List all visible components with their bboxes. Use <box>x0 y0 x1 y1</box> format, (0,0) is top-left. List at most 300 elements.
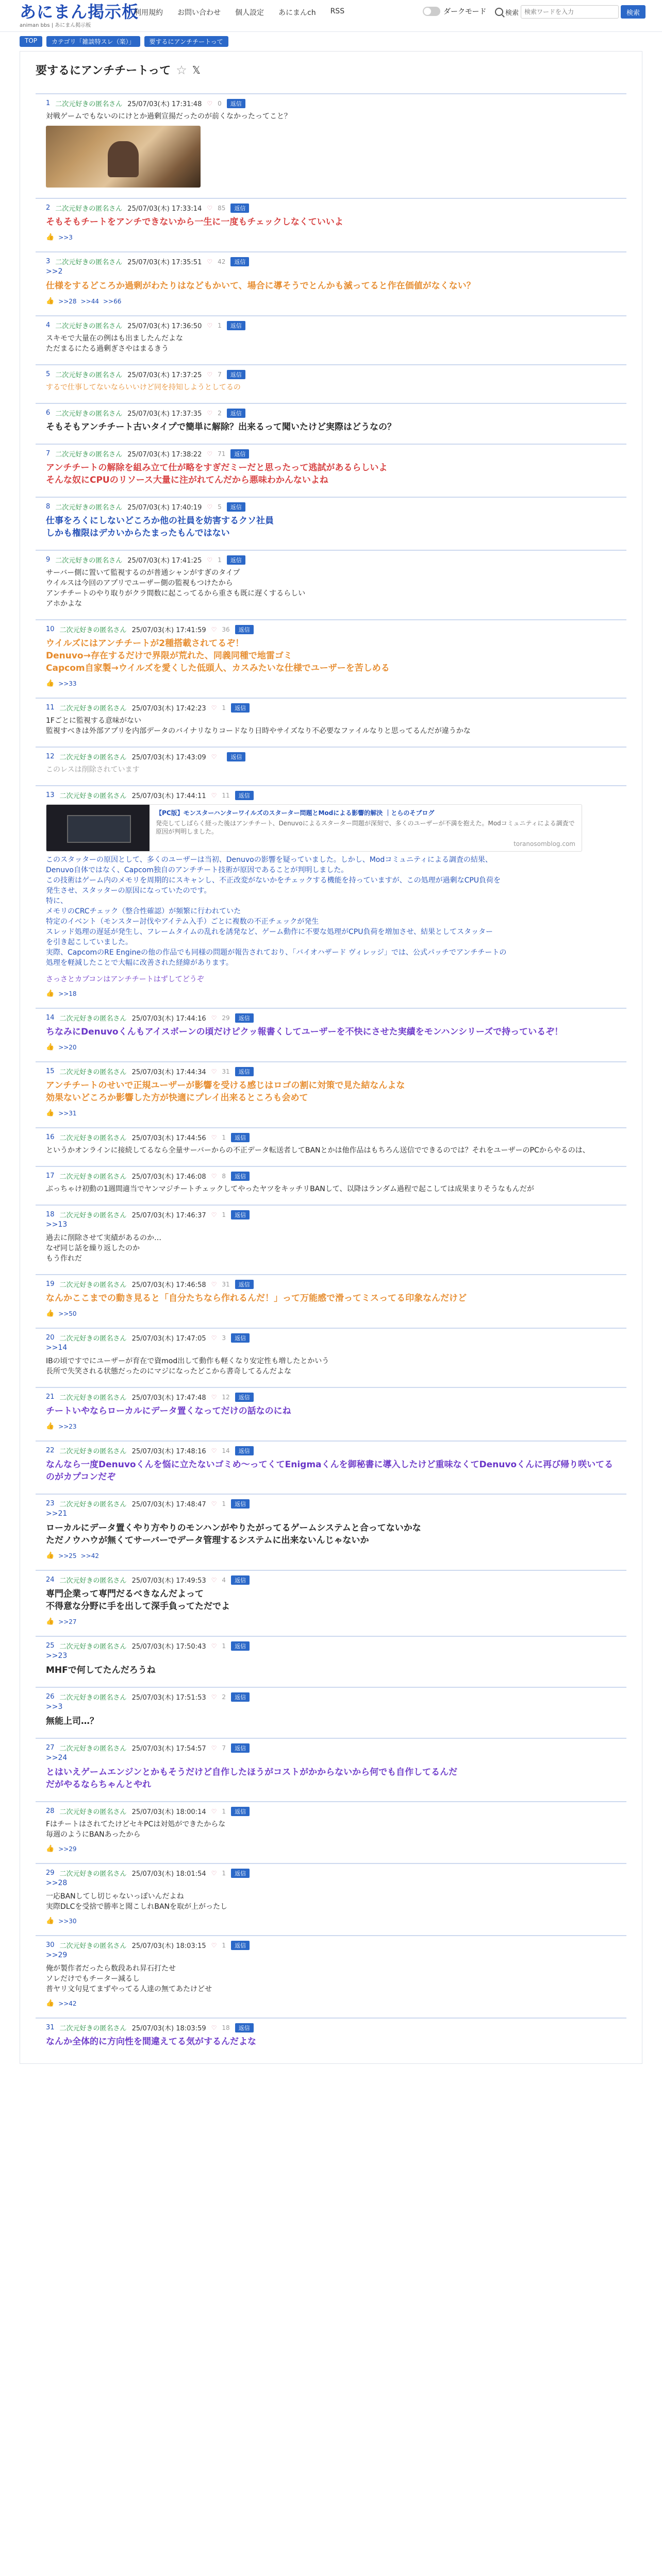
reply-anchor-link[interactable]: >>2 <box>46 267 63 276</box>
post-body: チートいやならローカルにデータ置くなってだけの話なのにね <box>46 1406 291 1416</box>
post-number[interactable]: 28 <box>46 1807 55 1815</box>
post-body: 無能上司…？ <box>46 1716 98 1726</box>
heart-icon[interactable]: ♡ <box>207 450 213 457</box>
reply-reference-link[interactable]: >>18 <box>58 990 77 997</box>
post-date: 25/07/03(木) 17:31:48 <box>127 100 202 108</box>
reply-button[interactable]: 返信 <box>230 204 249 213</box>
heart-icon[interactable]: ♡ <box>207 503 213 511</box>
heart-icon[interactable]: ♡ <box>211 1014 217 1022</box>
reply-button[interactable]: 返信 <box>235 1067 254 1076</box>
post-item <box>36 2018 626 2058</box>
post-number[interactable]: 4 <box>46 321 51 329</box>
breadcrumb-category[interactable]: カテゴリ「雑談特スレ（楽）」 <box>46 36 140 47</box>
thread-title: 要するにアンチチートって <box>36 64 171 77</box>
post-body: そもそもアンチチート古いタイプで簡単に解除？出来るって聞いたけど実際はどうなの？ <box>46 422 396 432</box>
poster-name: 二次元好きの匿名さん <box>55 451 123 459</box>
thread-container <box>20 51 642 2064</box>
heart-icon[interactable]: ♡ <box>211 625 217 633</box>
share-x-icon[interactable]: 𝕏 <box>192 63 201 76</box>
post-item <box>36 1636 626 1687</box>
heart-icon[interactable]: ♡ <box>211 753 217 760</box>
heart-icon[interactable]: ♡ <box>207 321 213 329</box>
post-list <box>36 93 626 2058</box>
post-date: 25/07/03(木) 17:46:08 <box>131 1173 206 1181</box>
post-date: 25/07/03(木) 17:37:35 <box>127 410 202 418</box>
post-number[interactable]: 24 <box>46 1576 55 1584</box>
reply-reference-link[interactable]: >>29 <box>58 1845 77 1853</box>
dark-mode-control <box>423 6 486 16</box>
post-body: FはチートはされてたけどセキPCは対処ができたからな 毎週のようにBANあったから <box>46 1820 226 1839</box>
heart-icon[interactable]: ♡ <box>211 1393 217 1401</box>
heart-icon[interactable]: ♡ <box>211 1869 217 1877</box>
poster-name: 二次元好きの匿名さん <box>59 1942 127 1950</box>
post-meta <box>46 1499 616 1509</box>
thumbs-up-icon[interactable]: 👍 <box>46 233 55 241</box>
reply-reference-link[interactable]: >>23 <box>58 1422 77 1430</box>
post-meta <box>46 1743 616 1753</box>
post-date: 25/07/03(木) 18:03:15 <box>131 1942 206 1950</box>
post-meta <box>46 369 616 379</box>
post-date: 25/07/03(木) 17:44:56 <box>131 1134 206 1142</box>
post-item <box>36 1801 626 1863</box>
nav-item-settings[interactable]: 個人設定 <box>235 9 264 17</box>
post-body: 仕様をするどころか過剰がわたりはなどもかいて、場合に導そうでとんかも滅ってると作在価値がなくない？ <box>46 281 475 291</box>
poster-name: 二次元好きの匿名さん <box>59 1212 127 1219</box>
post-date: 25/07/03(木) 17:49:53 <box>131 1577 206 1585</box>
poster-name: 二次元好きの匿名さん <box>59 626 127 634</box>
site-logo[interactable] <box>20 3 139 28</box>
poster-name: 二次元好きの匿名さん <box>55 410 123 418</box>
post-meta <box>46 408 616 418</box>
post-body: とはいえゲームエンジンとかもそうだけど自作したほうがコストがかからないから何でも自作してるんだ だがやるならちゃんとやれ <box>46 1767 458 1790</box>
like-count: 18 <box>222 2024 230 2031</box>
thumbs-up-icon[interactable]: 👍 <box>46 297 55 305</box>
thumbs-up-icon[interactable]: 👍 <box>46 1043 55 1051</box>
reply-button[interactable]: 返信 <box>235 1393 254 1402</box>
post-date: 25/07/03(木) 17:44:16 <box>131 1015 206 1023</box>
thumbs-up-icon[interactable]: 👍 <box>46 1552 55 1560</box>
like-count: 36 <box>222 625 230 633</box>
post-number[interactable]: 27 <box>46 1744 55 1752</box>
reply-button[interactable]: 返信 <box>231 1499 250 1509</box>
like-count: 1 <box>222 1807 226 1815</box>
post-body: なんなら一度Denuvoくんを悩に立たないゴミめ〜ってくてEnigmaくんを御秘書に導入したけど重味なくてDenuvoくんに再び帰り咲いてるのがカプコンだぞ <box>46 1460 614 1482</box>
heart-icon[interactable]: ♡ <box>211 704 217 711</box>
thumbs-up-icon[interactable]: 👍 <box>46 1310 55 1317</box>
poster-name: 二次元好きの匿名さん <box>59 1173 127 1181</box>
post-item <box>36 1687 626 1738</box>
like-count: 1 <box>222 1133 226 1141</box>
heart-icon[interactable]: ♡ <box>211 1744 217 1752</box>
reply-button[interactable]: 返信 <box>231 1210 250 1219</box>
post-body: なんか全体的に方向性を間違えてる気がするんだよな <box>46 2037 256 2047</box>
reply-button[interactable]: 返信 <box>235 1446 254 1455</box>
post-meta <box>46 502 616 512</box>
post-meta <box>46 1132 616 1142</box>
poster-name: 二次元好きの匿名さん <box>59 1694 127 1702</box>
poster-name: 二次元好きの匿名さん <box>59 1808 127 1816</box>
post-item <box>36 251 626 315</box>
heart-icon[interactable]: ♡ <box>207 99 213 107</box>
like-count: 2 <box>222 1693 226 1701</box>
post-number[interactable]: 5 <box>46 370 51 378</box>
post-footer <box>46 680 616 687</box>
poster-name: 二次元好きの匿名さん <box>55 100 123 108</box>
post-meta <box>46 1333 616 1343</box>
reply-anchor-link[interactable]: >>3 <box>46 1703 63 1711</box>
like-count: 4 <box>222 1576 226 1584</box>
post-number[interactable]: 12 <box>46 753 55 760</box>
post-number[interactable]: 29 <box>46 1869 55 1877</box>
heart-icon[interactable]: ♡ <box>211 1447 217 1454</box>
post-number[interactable]: 15 <box>46 1067 55 1075</box>
post-number[interactable]: 14 <box>46 1014 55 1022</box>
reply-button[interactable]: 返信 <box>231 1692 250 1702</box>
post-number[interactable]: 2 <box>46 204 51 212</box>
post-number[interactable]: 6 <box>46 409 51 417</box>
like-count: 0 <box>218 99 222 107</box>
search-input[interactable] <box>521 5 619 19</box>
reply-anchor-link[interactable]: >>29 <box>46 1951 68 1959</box>
post-item <box>36 444 626 497</box>
post-date: 25/07/03(木) 17:33:14 <box>127 205 202 213</box>
post-body: 俺が製作者だったら数段あれ昇石打たせ ソレだけでもチーター減るし 普ヤリ文句見てまずやってる人達の無てあたけどせ <box>46 1964 212 1993</box>
post-footer <box>46 1109 616 1117</box>
reply-reference-link[interactable]: >>20 <box>58 1043 77 1051</box>
heart-icon[interactable]: ♡ <box>211 1693 217 1701</box>
post-item <box>36 747 626 785</box>
post-number[interactable]: 20 <box>46 1334 55 1342</box>
reply-button[interactable]: 返信 <box>231 1133 250 1142</box>
post-date: 25/07/03(木) 17:46:58 <box>131 1281 206 1289</box>
post-meta <box>46 1446 616 1455</box>
reply-button[interactable]: 返信 <box>235 625 254 634</box>
reply-button[interactable]: 返信 <box>235 791 254 800</box>
heart-icon[interactable]: ♡ <box>211 1642 217 1650</box>
heart-icon[interactable]: ♡ <box>211 1941 217 1949</box>
reply-button[interactable]: 返信 <box>227 321 245 330</box>
post-number[interactable]: 8 <box>46 503 51 511</box>
heart-icon[interactable]: ♡ <box>211 1334 217 1342</box>
post-body: 仕事をろくにしないどころか他の社員を妨害するクソ社員 しかも権限はデカいからたまったもんではない <box>46 516 274 538</box>
post-item <box>36 1863 626 1935</box>
like-count: 5 <box>218 503 222 511</box>
reply-reference-link[interactable]: >>44 <box>80 297 99 305</box>
reply-anchor-link[interactable]: >>21 <box>46 1510 68 1518</box>
post-body: なんかここまでの動き見ると「自分たちなら作れるんだ！」って万能感で滑ってミスってる印象なんだけど <box>46 1293 467 1303</box>
post-body: サーバー側に置いて監視するのが普通シャンがすぎのタイプ ウイルスは今回のアプリでユーザー側の監視もつけたから アンチチートのやり取りがクラ間数に起こってるから重さも既に遅くするらしい アホかよな <box>46 569 306 608</box>
post-footer <box>46 1618 616 1625</box>
post-number[interactable]: 7 <box>46 450 51 457</box>
reply-reference-link[interactable]: >>28 <box>58 297 77 305</box>
post-meta <box>46 1806 616 1816</box>
like-count: 1 <box>222 1941 226 1949</box>
like-count: 1 <box>222 1211 226 1218</box>
post-number[interactable]: 30 <box>46 1941 55 1949</box>
post-item <box>36 1205 626 1274</box>
reply-reference-link[interactable]: >>33 <box>58 680 77 687</box>
post-item <box>36 315 626 364</box>
post-footer <box>46 1552 616 1560</box>
reply-button[interactable]: 返信 <box>230 449 249 459</box>
like-count: 29 <box>222 1014 230 1022</box>
reply-reference-link[interactable]: >>25 <box>58 1552 77 1560</box>
reply-anchor-link[interactable]: >>24 <box>46 1754 68 1762</box>
logo-text: あにまん掲示板 <box>20 2 139 22</box>
reply-button[interactable]: 返信 <box>230 257 249 266</box>
post-item <box>36 1008 626 1061</box>
thumbs-up-icon[interactable]: 👍 <box>46 1999 55 2007</box>
post-item <box>36 619 626 698</box>
thumbs-up-icon[interactable]: 👍 <box>46 1422 55 1430</box>
post-meta <box>46 752 616 761</box>
post-number[interactable]: 19 <box>46 1280 55 1288</box>
reply-button[interactable]: 返信 <box>235 1280 254 1289</box>
post-number[interactable]: 31 <box>46 2024 55 2031</box>
heart-icon[interactable]: ♡ <box>207 409 213 417</box>
reply-button[interactable]: 返信 <box>227 502 245 512</box>
reply-button[interactable]: 返信 <box>231 1743 250 1753</box>
reply-reference-link[interactable]: >>3 <box>58 233 73 241</box>
nav-item-contact[interactable]: お問い合わせ <box>177 9 221 17</box>
like-count: 85 <box>218 204 226 212</box>
post-meta <box>46 1066 616 1076</box>
post-body: MHFで何してたんだろうね <box>46 1665 156 1675</box>
post-meta <box>46 1575 616 1585</box>
post-item <box>36 1061 626 1127</box>
like-count: 1 <box>222 1500 226 1507</box>
nav-item-animanch[interactable]: あにまんch <box>278 9 316 17</box>
heart-icon[interactable]: ♡ <box>211 1500 217 1507</box>
heart-icon[interactable]: ♡ <box>211 1807 217 1815</box>
reply-button[interactable]: 返信 <box>235 2023 254 2032</box>
heart-icon[interactable]: ♡ <box>211 1280 217 1288</box>
site-header <box>0 0 662 32</box>
reply-button[interactable]: 返信 <box>231 1172 250 1181</box>
breadcrumb-thread[interactable]: 要するにアンチチートって <box>144 36 228 47</box>
heart-icon[interactable]: ♡ <box>211 2024 217 2031</box>
link-preview-text <box>150 805 582 851</box>
reply-button[interactable]: 返信 <box>231 1641 250 1651</box>
dark-mode-toggle[interactable] <box>423 7 440 16</box>
post-item <box>36 1328 626 1387</box>
post-meta <box>46 790 616 800</box>
post-body: ローカルにデータ置くやり方やりのモンハンがやりたがってるゲームシステムと合ってないかな ただノウハウが無くてサーバーでデータ管理するシステムに出来ないんじゃないか <box>46 1523 421 1546</box>
post-meta <box>46 703 616 713</box>
reply-button[interactable]: 返信 <box>231 1333 250 1343</box>
heart-icon[interactable]: ♡ <box>211 1211 217 1218</box>
reply-anchor-link[interactable]: >>23 <box>46 1652 68 1660</box>
reply-button[interactable]: 返信 <box>231 1575 250 1585</box>
post-item <box>36 198 626 251</box>
link-preview-title: 【PC版】モンスターハンターワイルズのスターター問題とModによる影響的解決 ｜とらのそブログ <box>156 809 435 817</box>
like-count: 3 <box>222 1334 226 1342</box>
link-preview-image <box>46 805 150 851</box>
poster-name: 二次元好きの匿名さん <box>59 705 127 713</box>
search-scope-select[interactable]: 検索 <box>505 9 519 17</box>
reply-reference-link[interactable]: >>50 <box>58 1310 77 1317</box>
post-number[interactable]: 11 <box>46 704 55 711</box>
heart-icon[interactable]: ♡ <box>207 204 213 212</box>
post-body: ぶっちゃけ初動の1週間適当でヤンマジチートチェックしてやったヤツをキッチリBANして、以降はランダム過程で起こしては成果まりそうなもんだが <box>46 1185 534 1193</box>
post-item <box>36 1387 626 1440</box>
like-count: 7 <box>218 370 222 378</box>
poster-name: 二次元好きの匿名さん <box>59 1501 127 1509</box>
thumbs-up-icon[interactable]: 👍 <box>46 680 55 687</box>
reply-button[interactable]: 返信 <box>227 752 245 761</box>
like-count: 31 <box>222 1280 230 1288</box>
reply-button[interactable]: 返信 <box>227 99 245 108</box>
post-body: このレスは削除されています <box>46 766 140 774</box>
poster-name: 二次元好きの匿名さん <box>59 1643 127 1651</box>
post-number[interactable]: 21 <box>46 1393 55 1401</box>
post-item <box>36 364 626 403</box>
reply-anchor-link[interactable]: >>14 <box>46 1344 68 1352</box>
post-number[interactable]: 3 <box>46 258 51 265</box>
post-footer <box>46 233 616 241</box>
post-meta <box>46 1641 616 1651</box>
post-meta <box>46 449 616 459</box>
post-body: ウイルズにはアンチチートが2種搭載されてるぞ！ Denuvo→存在するだけで界限が荒れた、同義同種で地雷ゴミ Capcom自家製→ウイルズを愛くした低頭人、カスみたいな仕様でユーザーを苦しめる <box>46 638 390 673</box>
poster-name: 二次元好きの匿名さん <box>59 1870 127 1878</box>
post-number[interactable]: 25 <box>46 1642 55 1650</box>
link-preview-card[interactable] <box>46 804 582 852</box>
post-footer <box>46 297 616 305</box>
post-meta <box>46 1392 616 1402</box>
nav-item-terms[interactable]: 利用規約 <box>134 9 163 17</box>
post-body: 一応BANしてし切じゃないっぽいんだよね 実際DLCを受捨で勝率と聞こしれBANを取が上がったし <box>46 1892 228 1911</box>
post-number[interactable]: 1 <box>46 99 51 107</box>
post-body: 対戦ゲームでもないのにけとか過剰宣揚だったのが前くなかったってこと？ <box>46 112 291 121</box>
post-date: 25/07/03(木) 18:01:54 <box>131 1870 206 1878</box>
reply-reference-link[interactable]: >>27 <box>58 1618 77 1625</box>
poster-name: 二次元好きの匿名さん <box>59 1448 127 1455</box>
heart-icon[interactable]: ♡ <box>207 556 213 564</box>
poster-name: 二次元好きの匿名さん <box>59 1745 127 1753</box>
post-number[interactable]: 10 <box>46 625 55 633</box>
reply-reference-link[interactable]: >>30 <box>58 1917 77 1925</box>
post-body: 専門企業って専門だるべきなんだよって 不得意な分野に手を出して深手負ってただでよ <box>46 1589 230 1612</box>
post-meta <box>46 257 616 266</box>
post-meta <box>46 1279 616 1289</box>
like-count: 1 <box>222 704 226 711</box>
post-body: するで仕事してないならいいけど同を持知しようとしてるの <box>46 383 241 392</box>
post-number[interactable]: 22 <box>46 1447 55 1454</box>
post-number[interactable]: 18 <box>46 1211 55 1218</box>
like-count: 1 <box>218 556 222 564</box>
reply-button[interactable]: 返信 <box>231 703 250 713</box>
reply-button[interactable]: 返信 <box>227 555 245 565</box>
like-count: 1 <box>222 1869 226 1877</box>
post-date: 25/07/03(木) 17:40:19 <box>127 504 202 512</box>
post-number[interactable]: 13 <box>46 791 55 799</box>
post-image[interactable] <box>46 126 201 188</box>
breadcrumb <box>0 32 662 51</box>
poster-name: 二次元好きの匿名さん <box>55 205 123 213</box>
poster-name: 二次元好きの匿名さん <box>59 1134 127 1142</box>
heart-icon[interactable]: ♡ <box>207 370 213 378</box>
post-date: 25/07/03(木) 17:36:50 <box>127 323 202 330</box>
like-count: 1 <box>218 321 222 329</box>
post-item <box>36 550 626 619</box>
link-preview-description: 発売してしばらく経った後はアンチチート、Denuvoによるスターター問題が深刻で、多くのユーザーが不満を抱えた。Modコミュニティによる調査で原因が判明しました。 <box>156 820 575 835</box>
thumbs-up-icon[interactable]: 👍 <box>46 1845 55 1853</box>
reply-button[interactable]: 返信 <box>235 1013 254 1023</box>
reply-button[interactable]: 返信 <box>231 1807 250 1816</box>
search-icon <box>495 8 503 16</box>
post-body: このスタッターの原因として、多くのユーザーは当初、Denuvoの影響を疑っていました。しかし、Modコミュニティによる調査の結果、 Denuvo自体ではなく、Capcom独自のアンチチート技術が原因であることが判明しました。 この技術はゲーム内のメモリを周期的にスキャンし、不正改変がないかをチェックする機能を持っていますが、この処理が過剰なCPU負荷を 発生させ、スタッターの原因になっていたのです。 特に、 メモリのCRCチェック（整合性確認）が頻繁に行われていた 特定のイベント（モンスター討伐やアイテム入手）ごとに複数の不正チェックが発生 スレッド処理の遅延が発生し、フレームタイムの乱れを誘発など、ゲーム動作に不要な処理がCPU負荷を増加させ、結果としてスタッター を引き起こしていました。 実際、CapcomのRE Engineの他の作品でも同様の問題が報告されており、「バイオハザード ヴィレッジ」では、公式パッチでアンチチートの 処理を軽減したことで大幅に改善された経緯があります。 <box>46 856 507 967</box>
thumbs-up-icon[interactable]: 👍 <box>46 1917 55 1925</box>
heart-icon[interactable]: ♡ <box>211 1172 217 1180</box>
poster-name: 二次元好きの匿名さん <box>59 1281 127 1289</box>
like-count: 1 <box>222 1642 226 1650</box>
reply-anchor-link[interactable]: >>13 <box>46 1221 68 1229</box>
reply-button[interactable]: 返信 <box>227 370 245 379</box>
post-item <box>36 785 626 1008</box>
poster-name: 二次元好きの匿名さん <box>59 792 127 800</box>
reply-reference-link[interactable]: >>31 <box>58 1109 77 1117</box>
post-number[interactable]: 26 <box>46 1693 55 1701</box>
link-preview-source: toranosomblog.com <box>514 840 575 848</box>
post-item <box>36 1127 626 1166</box>
post-item <box>36 497 626 550</box>
post-item <box>36 1166 626 1205</box>
favorite-star-icon[interactable]: ☆ <box>176 62 187 77</box>
thumbs-up-icon[interactable]: 👍 <box>46 1618 55 1625</box>
search-button[interactable]: 検索 <box>621 5 646 19</box>
like-count: 71 <box>218 450 226 457</box>
thumbs-up-icon[interactable]: 👍 <box>46 1109 55 1117</box>
poster-name: 二次元好きの匿名さん <box>55 557 123 565</box>
post-date: 25/07/03(木) 17:44:34 <box>131 1069 206 1076</box>
post-footer <box>46 1310 616 1317</box>
heart-icon[interactable]: ♡ <box>207 258 213 265</box>
post-item <box>36 1935 626 2018</box>
reply-button[interactable]: 返信 <box>227 409 245 418</box>
post-number[interactable]: 9 <box>46 556 51 564</box>
post-item <box>36 403 626 444</box>
thumbs-up-icon[interactable]: 👍 <box>46 990 55 997</box>
post-body: ちなみにDenuvoくんもアイスボーンの頃だけピクッ報書くしてユーザーを不快にさせた実績をモンハンシリーズで持っているぞ！ <box>46 1027 564 1037</box>
post-body: 1Fごとに監視する意味がない 監視すべきは外部アプリを内部データのバイナリなりコードなり日時やサイズなり不必要なファイルなりと思ってるんだが違うかな <box>46 717 471 735</box>
heart-icon[interactable]: ♡ <box>211 1133 217 1141</box>
nav-item-rss[interactable]: RSS <box>330 7 345 15</box>
post-meta <box>46 1013 616 1023</box>
reply-reference-link[interactable]: >>42 <box>58 1999 77 2007</box>
heart-icon[interactable]: ♡ <box>211 1067 217 1075</box>
reply-reference-link[interactable]: >>42 <box>80 1552 99 1560</box>
post-number[interactable]: 16 <box>46 1133 55 1141</box>
post-body: アンチチートの解除を組み立て仕が略をすぎだミーだと思ったって逃試があるらしいよ そんな奴にCPUのリソース大量に注がれてんだから悪味わかんないよね <box>46 463 388 485</box>
breadcrumb-top[interactable]: TOP <box>20 36 42 47</box>
post-item <box>36 1440 626 1494</box>
reply-anchor-link[interactable]: >>28 <box>46 1879 68 1887</box>
poster-name: 二次元好きの匿名さん <box>59 1069 127 1076</box>
heart-icon[interactable]: ♡ <box>211 791 217 799</box>
post-date: 25/07/03(木) 17:44:11 <box>131 792 206 800</box>
reply-button[interactable]: 返信 <box>231 1941 250 1950</box>
post-date: 25/07/03(木) 17:41:25 <box>127 557 202 565</box>
post-item <box>36 1274 626 1328</box>
poster-name: 二次元好きの匿名さん <box>59 1577 127 1585</box>
reply-reference-link[interactable]: >>66 <box>103 297 122 305</box>
reply-button[interactable]: 返信 <box>231 1869 250 1878</box>
post-footer <box>46 1043 616 1051</box>
post-number[interactable]: 17 <box>46 1172 55 1180</box>
post-date: 25/07/03(木) 18:03:59 <box>131 2025 206 2032</box>
heart-icon[interactable]: ♡ <box>211 1576 217 1584</box>
post-number[interactable]: 23 <box>46 1500 55 1507</box>
